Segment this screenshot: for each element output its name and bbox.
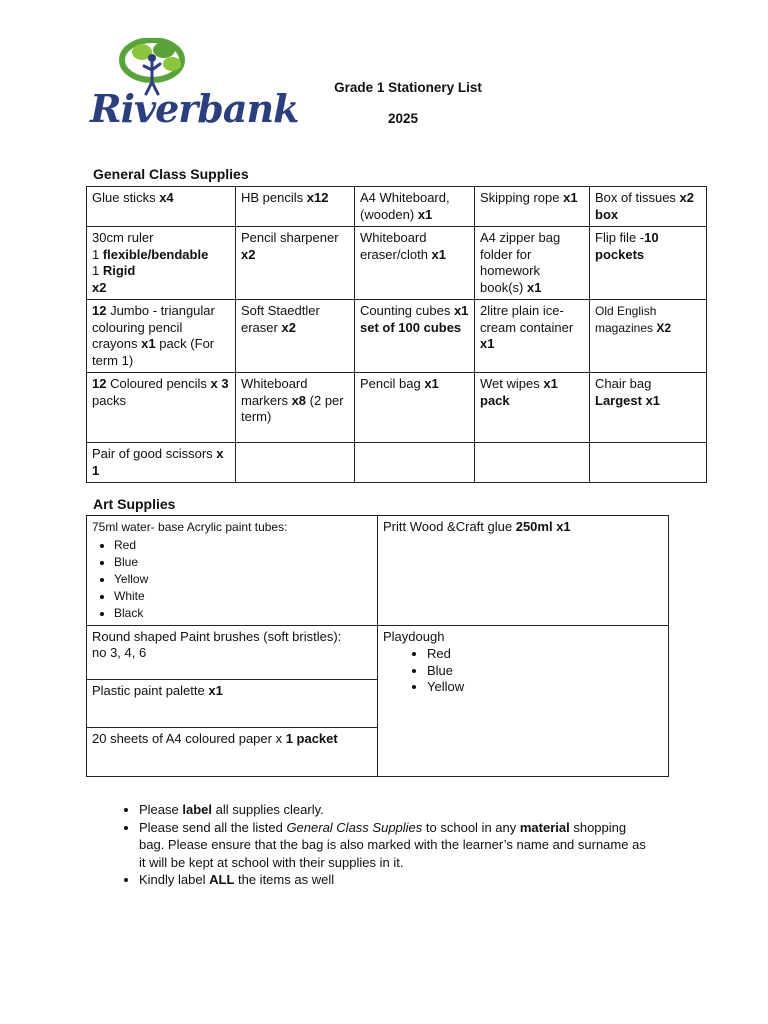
table-cell xyxy=(590,443,707,483)
general-supplies-title: General Class Supplies xyxy=(93,166,249,182)
table-cell: Pencil sharpener x2 xyxy=(236,227,355,300)
playdough-colours-list xyxy=(383,646,663,696)
general-supplies-table xyxy=(86,186,707,483)
table-cell: 20 sheets of A4 coloured paper x 1 packet xyxy=(87,727,378,776)
table-row xyxy=(87,443,707,483)
table-cell: Pencil bag x1 xyxy=(355,373,475,443)
table-cell: Pritt Wood &Craft glue 250ml x1 xyxy=(378,516,669,626)
table-cell: Glue sticks x4 xyxy=(87,187,236,227)
school-logo xyxy=(90,38,299,134)
table-row xyxy=(87,625,669,679)
table-cell: 30cm ruler 1 flexible/bendable 1 Rigid x2 xyxy=(87,227,236,300)
table-cell: 12 Coloured pencils x 3 packs xyxy=(87,373,236,443)
list-item: • Blue xyxy=(427,663,663,680)
table-row xyxy=(87,373,707,443)
table-cell: 2litre plain ice-cream container x1 xyxy=(475,300,590,373)
table-cell: Whiteboard markers x8 (2 per term) xyxy=(236,373,355,443)
table-cell xyxy=(236,443,355,483)
table-row xyxy=(87,187,707,227)
art-supplies-table xyxy=(86,515,669,777)
table-row xyxy=(87,227,707,300)
notes-list xyxy=(115,801,655,889)
table-cell xyxy=(475,443,590,483)
table-cell: Plastic paint palette x1 xyxy=(87,679,378,727)
table-cell: A4 zipper bag folder for homework book(s) x1 xyxy=(475,227,590,300)
table-cell: Pair of good scissors x 1 xyxy=(87,443,236,483)
page-year: 2025 xyxy=(387,111,419,126)
table-cell: Wet wipes x1 pack xyxy=(475,373,590,443)
table-cell: Box of tissues x2 box xyxy=(590,187,707,227)
table-cell: 12 Jumbo - triangular colouring pencil crayons x1 pack (For term 1) xyxy=(87,300,236,373)
list-item: • Yellow xyxy=(114,571,372,588)
table-cell: Flip file -10 pockets xyxy=(590,227,707,300)
table-cell xyxy=(355,443,475,483)
table-cell: Soft Staedtler eraser x2 xyxy=(236,300,355,373)
page-title: Grade 1 Stationery List xyxy=(334,80,482,95)
table-cell xyxy=(87,516,378,626)
list-item: • Please send all the listed General Class Supplies to school in any material shopping bag. Please ensure that the bag is also marked with the learner’s name and surname as it will be kept at school with their supplies in it. xyxy=(139,819,655,872)
playdough-label: Playdough xyxy=(383,628,445,644)
list-item: • Black xyxy=(114,605,372,622)
paint-tubes-label: 75ml water- base Acrylic paint tubes: xyxy=(92,520,288,534)
list-item: • Red xyxy=(114,537,372,554)
table-cell: Chair bag Largest x1 xyxy=(590,373,707,443)
table-cell xyxy=(378,625,669,776)
paint-colours-list xyxy=(92,537,372,622)
list-item: • Blue xyxy=(114,554,372,571)
table-cell: A4 Whiteboard, (wooden) x1 xyxy=(355,187,475,227)
table-cell: Skipping rope x1 xyxy=(475,187,590,227)
school-name: Riverbank xyxy=(90,86,299,131)
list-item: • White xyxy=(114,588,372,605)
list-item: • Red xyxy=(427,646,663,663)
art-supplies-title: Art Supplies xyxy=(93,496,176,512)
list-item: • Yellow xyxy=(427,679,663,696)
list-item: • Please label all supplies clearly. xyxy=(139,801,655,819)
list-item: • Kindly label ALL the items as well xyxy=(139,871,655,889)
table-cell: Old English magazines X2 xyxy=(590,300,707,373)
table-row xyxy=(87,516,669,626)
table-cell: Whiteboard eraser/cloth x1 xyxy=(355,227,475,300)
table-row xyxy=(87,300,707,373)
table-cell: Round shaped Paint brushes (soft bristles): no 3, 4, 6 xyxy=(87,625,378,679)
table-cell: Counting cubes x1 set of 100 cubes xyxy=(355,300,475,373)
table-cell: HB pencils x12 xyxy=(236,187,355,227)
